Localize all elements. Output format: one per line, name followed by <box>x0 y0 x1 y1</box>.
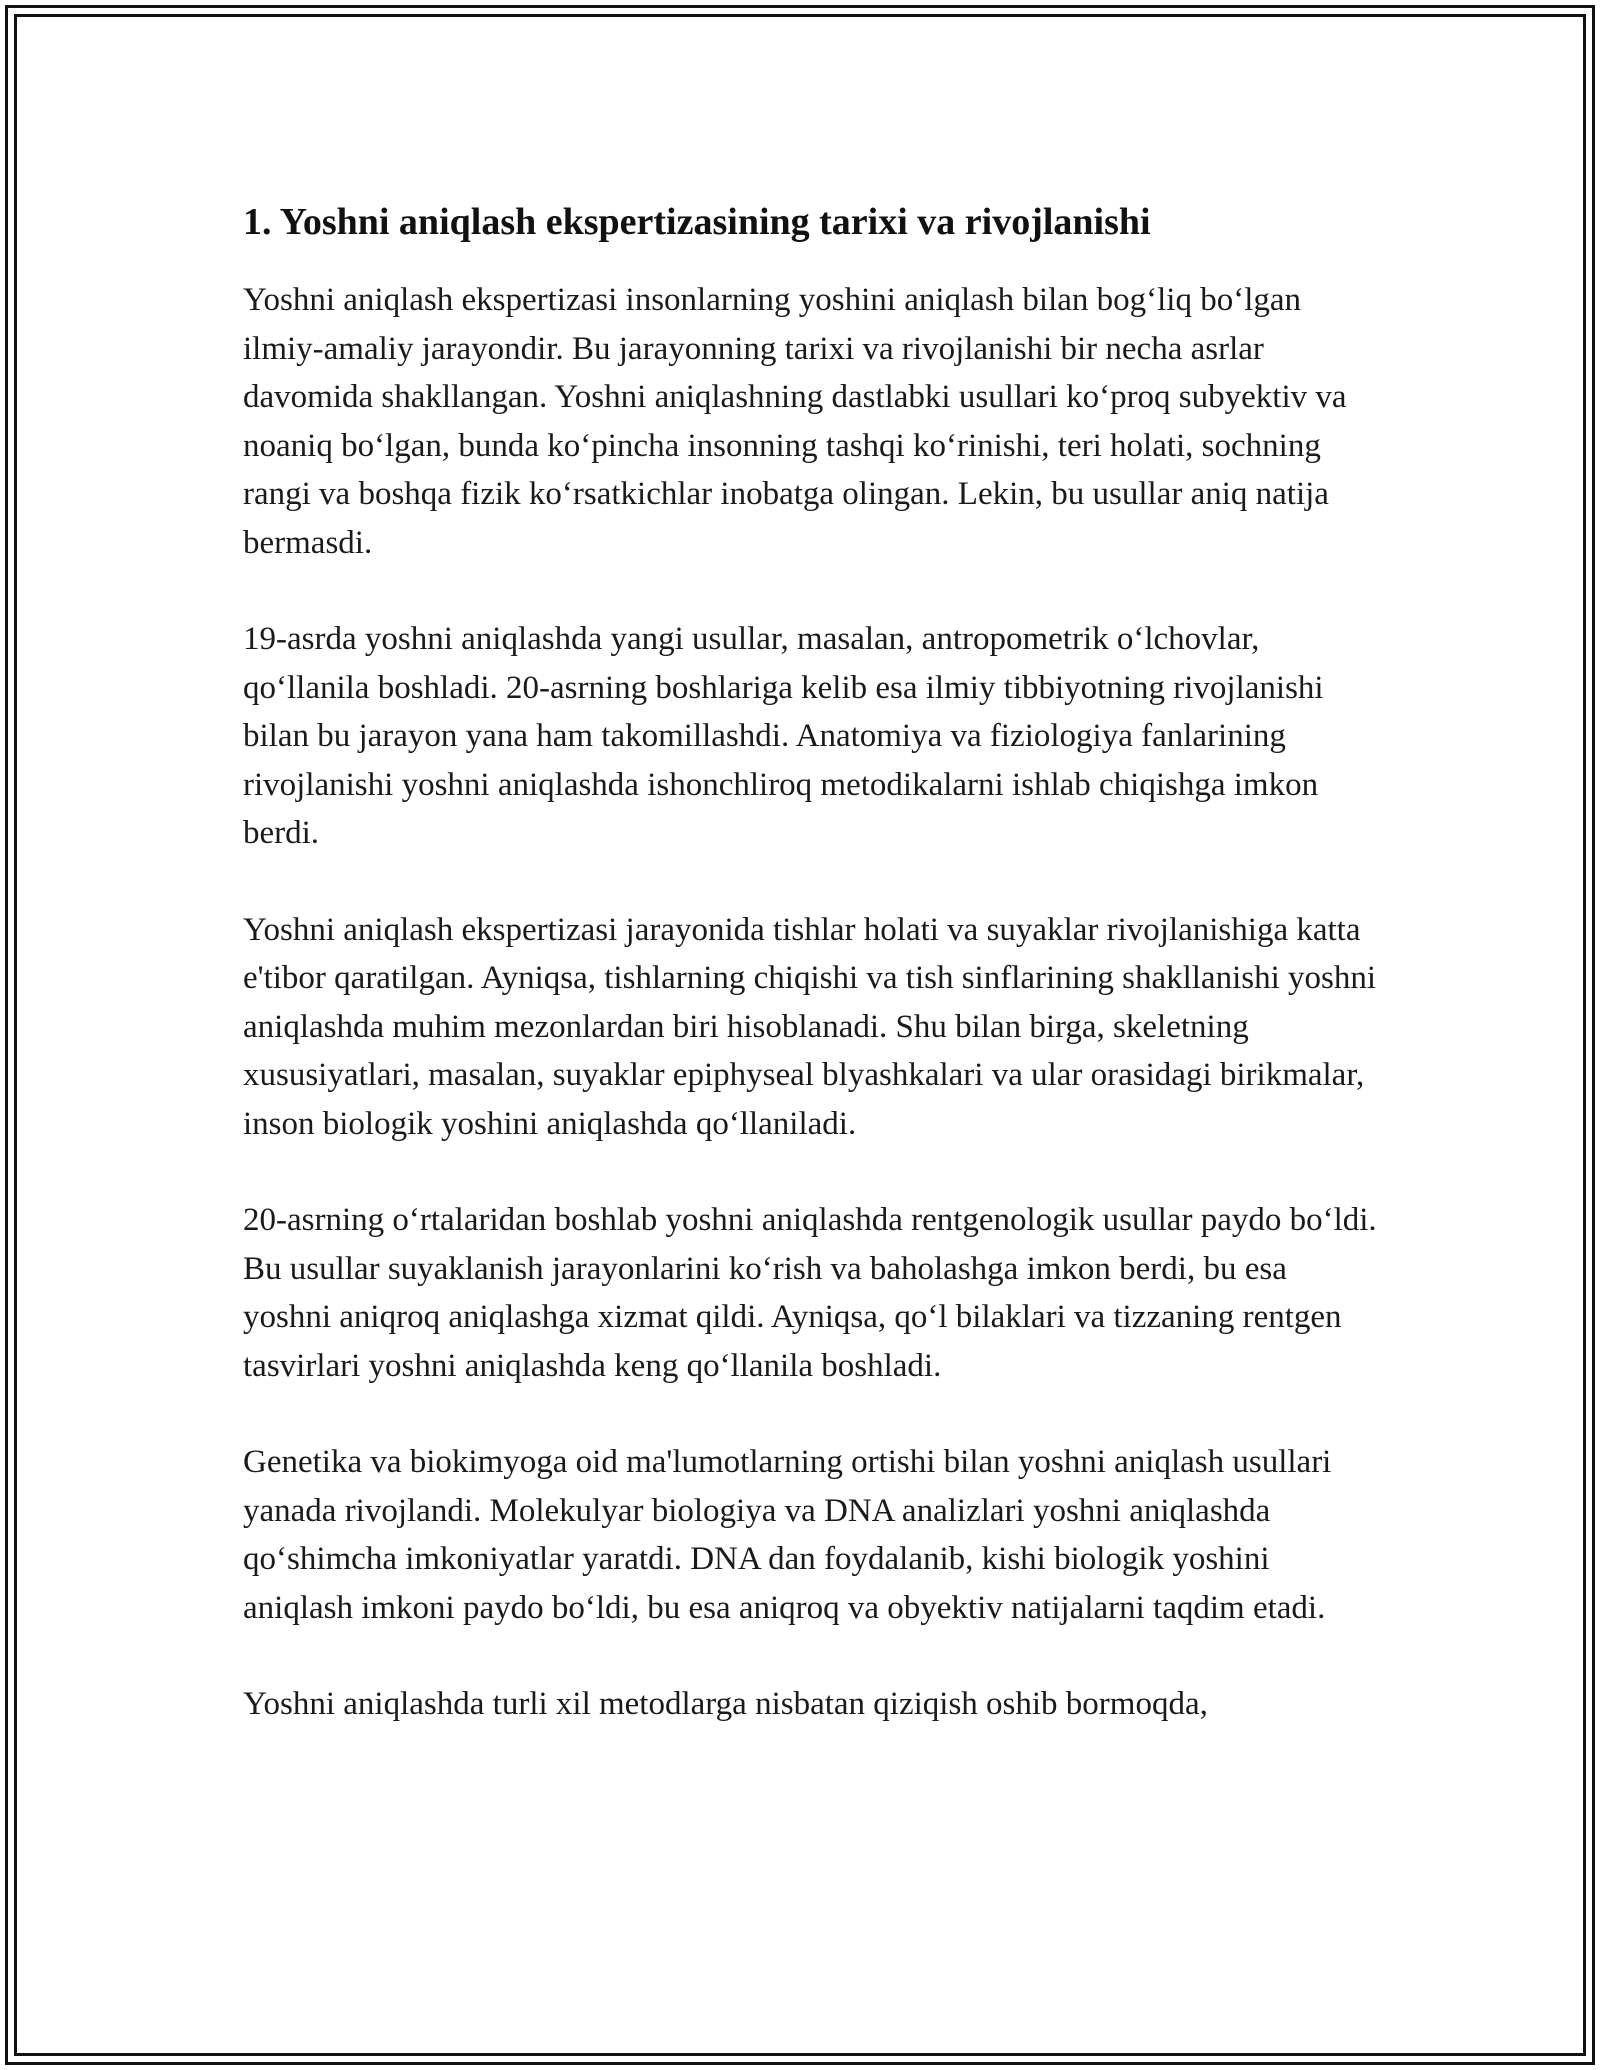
paragraph-2: 19-asrda yoshni aniqlashda yangi usullar, masalan, antropometrik o‘lchovlar, qo‘llanila boshladi. 20-asrning boshlariga kelib esa ilmiy tibbiyotning rivojlanishi bilan bu jarayon yana ham takomillashdi. Anatomiya va fiziologiya fanlarining rivojlanishi yoshni aniqlashda ishonchliroq metodikalarni ishlab chiqishga imkon berdi. <box>243 621 1324 851</box>
paragraph-1: Yoshni aniqlash ekspertizasi insonlarning yoshini aniqlash bilan bog‘liq bo‘lgan ilmiy-amaliy jarayondir. Bu jarayonning tarixi va rivojlanishi bir necha asrlar davomida shakllangan. Yoshni aniqlashning dastlabki usullari ko‘proq subyektiv va noaniq bo‘lgan, bunda ko‘pincha insonning tashqi ko‘rinishi, teri holati, sochning rangi va boshqa fizik ko‘rsatkichlar inobatga olingan. Lekin, bu usullar aniq natija bermasdi. <box>243 282 1347 561</box>
document-body <box>243 196 1378 1729</box>
section-heading: 1. Yoshni aniqlash ekspertizasining tarixi va rivojlanishi <box>243 201 1151 243</box>
paragraph-3: Yoshni aniqlash ekspertizasi jarayonida tishlar holati va suyaklar rivojlanishiga katta e'tibor qaratilgan. Ayniqsa, tishlarning chiqishi va tish sinflarining shakllanishi yoshni aniqlashda muhim mezonlardan biri hisoblanadi. Shu bilan birga, skeletning xususiyatlari, masalan, suyaklar epiphyseal blyashkalari va ular orasidagi birikmalar, inson biologik yoshini aniqlashda qo‘llaniladi. <box>243 911 1377 1142</box>
paragraph-4: 20-asrning o‘rtalaridan boshlab yoshni aniqlashda rentgenologik usullar paydo bo‘ldi. Bu usullar suyaklanish jarayonlarini ko‘rish va baholashga imkon berdi, bu esa yoshni aniqroq aniqlashga xizmat qildi. Ayniqsa, qo‘l bilaklari va tizzaning rentgen tasvirlari yoshni aniqlashda keng qo‘llanila boshladi. <box>243 1202 1377 1384</box>
paragraph-5: Genetika va biokimyoga oid ma'lumotlarning ortishi bilan yoshni aniqlash usullari yanada rivojlandi. Molekulyar biologiya va DNA analizlari yoshni aniqlashda qo‘shimcha imkoniyatlar yaratdi. DNA dan foydalanib, kishi biologik yoshini aniqlash imkoni paydo bo‘ldi, bu esa aniqroq va obyektiv natijalarni taqdim etadi. <box>243 1444 1332 1626</box>
paragraph-6: Yoshni aniqlashda turli xil metodlarga nisbatan qiziqish oshib bormoqda, <box>243 1686 1208 1722</box>
page-frame <box>5 5 1595 2065</box>
